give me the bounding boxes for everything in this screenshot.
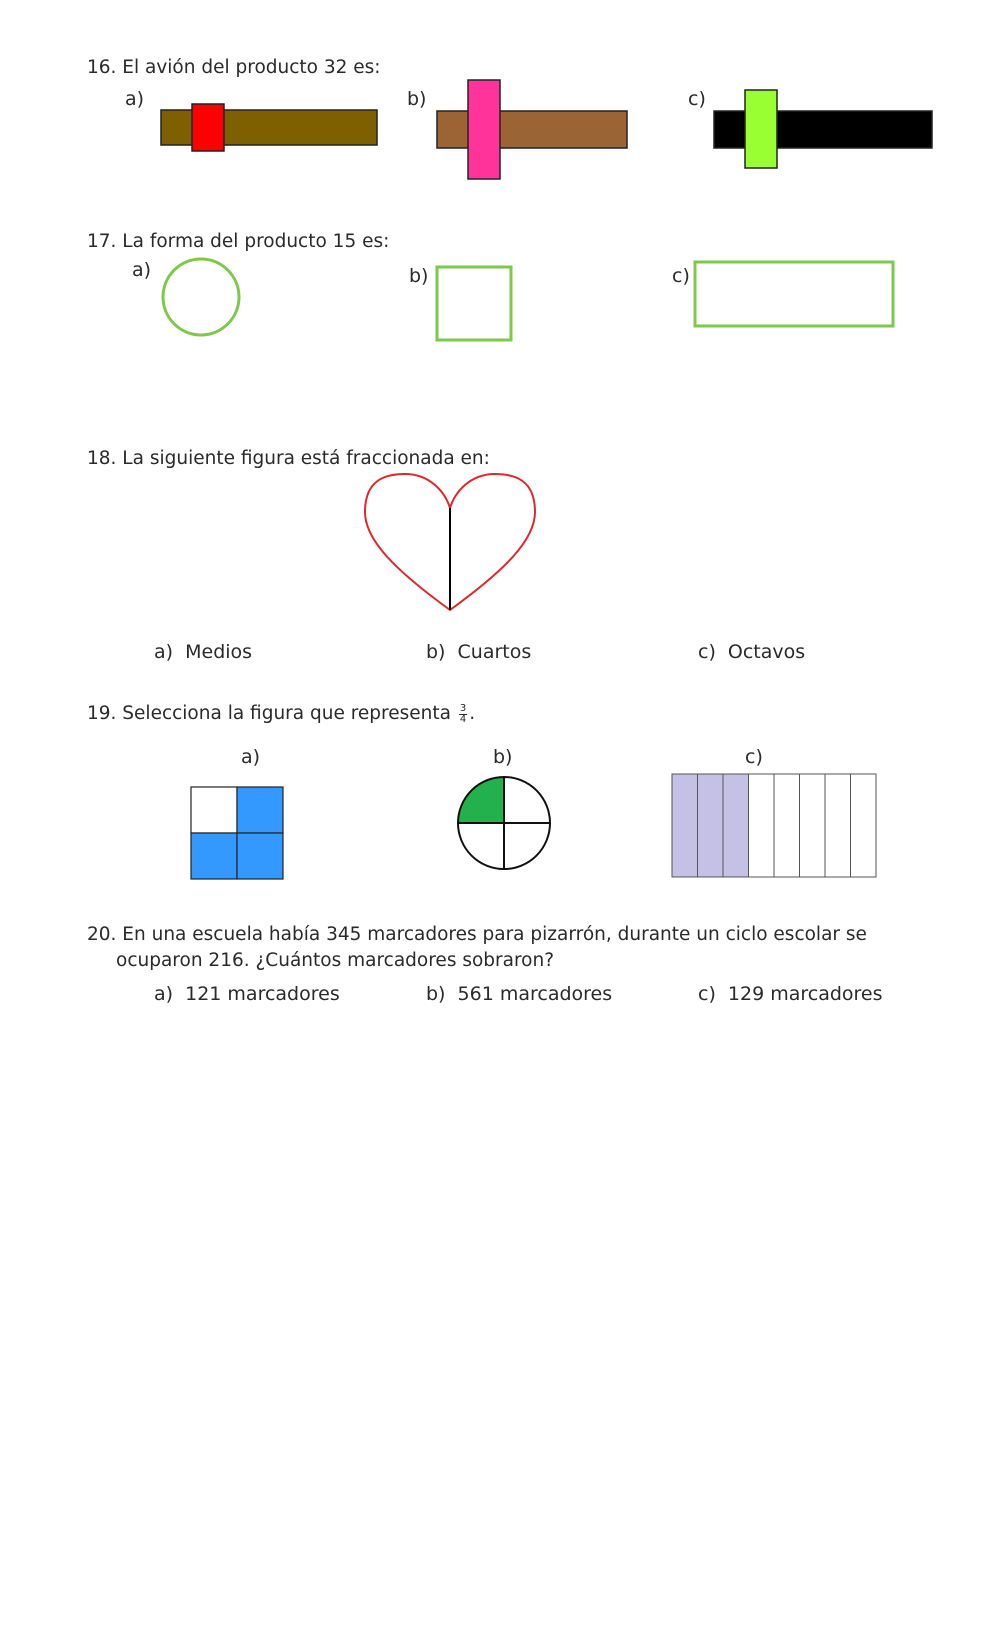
question-17-text: 17. La forma del producto 15 es: <box>87 231 390 252</box>
q19-fraction-denominator: 4 <box>459 713 467 725</box>
q18-answer-b-text: Cuartos <box>457 641 532 663</box>
q19-c-strip <box>851 774 877 877</box>
q19-text-after: . <box>469 703 476 724</box>
q19-c-strip <box>672 774 698 877</box>
q19-option-c-label[interactable]: c) <box>745 746 763 768</box>
q19-c-strip <box>698 774 724 877</box>
q16-option-c-label[interactable]: c) <box>688 88 706 110</box>
question-20-line-2: ocuparon 216. ¿Cuántos marcadores sobraron? <box>116 950 555 971</box>
q19-fraction-numerator: 3 <box>459 702 467 714</box>
q20-answer-a[interactable] <box>154 983 340 1005</box>
q19-text-before: 19. Selecciona la figura que representa <box>87 703 451 724</box>
question-20-line-1: 20. En una escuela había 345 marcadores para pizarrón, durante un ciclo escolar se <box>87 924 867 945</box>
q19-c-strip <box>749 774 775 877</box>
q17-option-a-label[interactable]: a) <box>132 259 152 281</box>
q18-answer-b-letter: b) <box>426 641 446 663</box>
q19-c-strip <box>774 774 800 877</box>
q19-c-strip <box>825 774 851 877</box>
q18-answer-a-letter: a) <box>154 641 174 663</box>
q20-answer-c-letter: c) <box>698 983 716 1005</box>
q19-c-strip <box>800 774 826 877</box>
q20-answer-c-text: 129 marcadores <box>727 983 883 1005</box>
q20-answer-b-text: 561 marcadores <box>457 983 613 1005</box>
q20-answer-a-letter: a) <box>154 983 174 1005</box>
q17-option-c-label[interactable]: c) <box>672 265 690 287</box>
q18-answer-c-text: Octavos <box>727 641 806 663</box>
q19-c-strip <box>723 774 749 877</box>
q20-answer-c[interactable] <box>698 983 883 1005</box>
q16-option-a-label[interactable]: a) <box>125 88 145 110</box>
q20-answer-b-letter: b) <box>426 983 446 1005</box>
q16-option-b-label[interactable]: b) <box>407 88 427 110</box>
q18-answer-a-text: Medios <box>185 641 253 663</box>
q20-answer-b[interactable] <box>426 983 612 1005</box>
q18-answer-c-letter: c) <box>698 641 716 663</box>
question-16-text: 16. El avión del producto 32 es: <box>87 57 381 78</box>
q19-option-a-label[interactable]: a) <box>241 746 261 768</box>
q17-option-b-label[interactable]: b) <box>409 265 429 287</box>
question-18-text: 18. La siguiente figura está fraccionada en: <box>87 448 490 469</box>
q19-option-b-label[interactable]: b) <box>493 746 513 768</box>
q20-answer-a-text: 121 marcadores <box>185 983 340 1005</box>
